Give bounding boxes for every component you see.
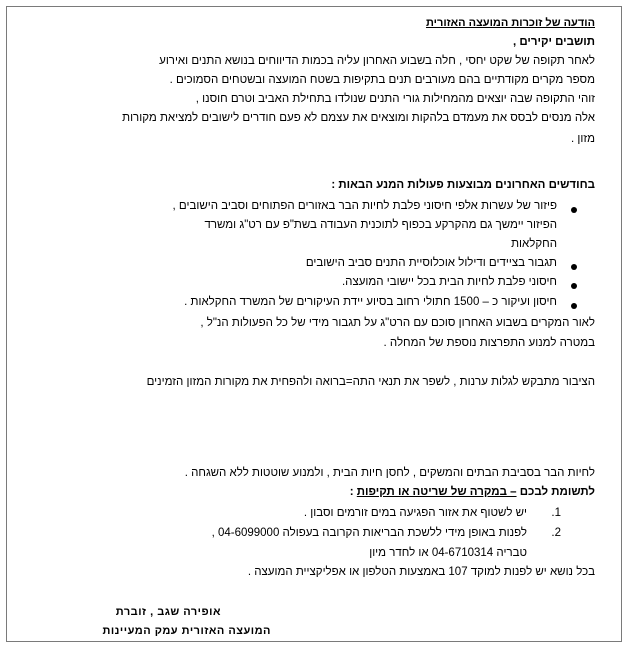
step-number: 1. [551, 507, 561, 519]
step-line: יש לשטוף את אזור הפגיעה במים זורמים וסבון . [303, 507, 527, 519]
step-line: טבריה 04-6710314 או לחדר מיון [369, 547, 527, 559]
action-line: החקלאות [511, 238, 557, 250]
document-page [6, 6, 622, 642]
closing-line: בכל נושא יש לפנות למוקד 107 באמצעות הטלפון או אפליקציית המועצה . [247, 566, 595, 578]
action-line: הפיזור יימשך גם מהקרקע בכפוף לתוכנית העבודה בשת"פ עם רט"ג ומשרד [204, 219, 557, 231]
signature-org: המועצה האזורית עמק המעיינות [102, 625, 271, 637]
paragraph3: הציבור מתבקש לגלות ערנות , לשפר את תנאי התה=ברואה ולהפחית את מקורות המזון הזמינים [146, 376, 595, 388]
bullet-icon [571, 303, 577, 309]
attention-prefix: לתשומת לבכם [516, 486, 595, 498]
step-number: 2. [551, 527, 561, 539]
greeting: תושבים יקירים , [512, 36, 595, 48]
paragraph1-line: מזון . [571, 133, 595, 145]
action-line: חיסון ועיקור כ – 1500 חתולי רחוב בסיוע יידת העיקורים של המשרד החקלאות . [184, 296, 557, 308]
paragraph1-line: מספר מקרים מקודתיים בהם מעורבים תנים בתקיפות בשטח המועצה ובשטחים הסמוכים . [169, 74, 595, 86]
paragraph1-line: אלה מנסים לבסס את מעמדם בלהקות ומוצאים את עצמם לא פעם חודרים לישובים למציאת מקורות [122, 112, 595, 124]
signature-name: אופירה שגב , זוברת [115, 606, 221, 618]
paragraph1-line: לאחר תקופה של שקט יחסי , חלה בשבוע האחרון עליה בכמות הדיווחים בנושא התנים ואירוע [159, 55, 595, 67]
attention-suffix: : [349, 486, 357, 498]
document-body [7, 7, 623, 643]
document-title: הודעה של זוכרות המועצה האזורית [425, 17, 595, 29]
paragraph1-line: זוהי התקופה שבה יוצאים מהמחילות גורי התנים שנולדו בתחילת האביב וטרם חוסנו , [195, 93, 595, 105]
action-line: תגבור בציידים ודילול אוכלוסיית התנים סביב הישובים [305, 257, 557, 269]
bullet-icon [571, 264, 577, 270]
actions-heading: בחודשים האחרונים מבוצעות פעולות המנע הבאות : [331, 179, 595, 191]
paragraph2-line: במטרה למנוע התפרצות נוספת של המחלה . [383, 337, 595, 349]
attention-underlined: – במקרה של שריטה או תקיפות [356, 486, 517, 498]
action-line: פיזור של עשרות אלפי חיסוני פלבת לחיות הבר באזורים הפתוחים וסביב הישובים , [172, 200, 557, 212]
paragraph4: לחיות הבר בסביבת הבתים והמשקים , לחסן חיות הבית , ולמנוע שוטטות ללא השגחה . [184, 467, 595, 479]
attention-line [350, 484, 595, 501]
paragraph2-line: לאור המקרים בשבוע האחרון סוכם עם הרט"ג על תגבור מידי של כל הפעולות הנ"ל , [200, 317, 595, 329]
bullet-icon [571, 207, 577, 213]
step-line: לפנות באופן מידי ללשכת הבריאות הקרובה בעפולה 04-6099000 , [211, 527, 527, 539]
action-line: חיסוני פלבת לחיות הבית בכל יישובי המועצה. [341, 276, 557, 288]
bullet-icon [571, 283, 577, 289]
